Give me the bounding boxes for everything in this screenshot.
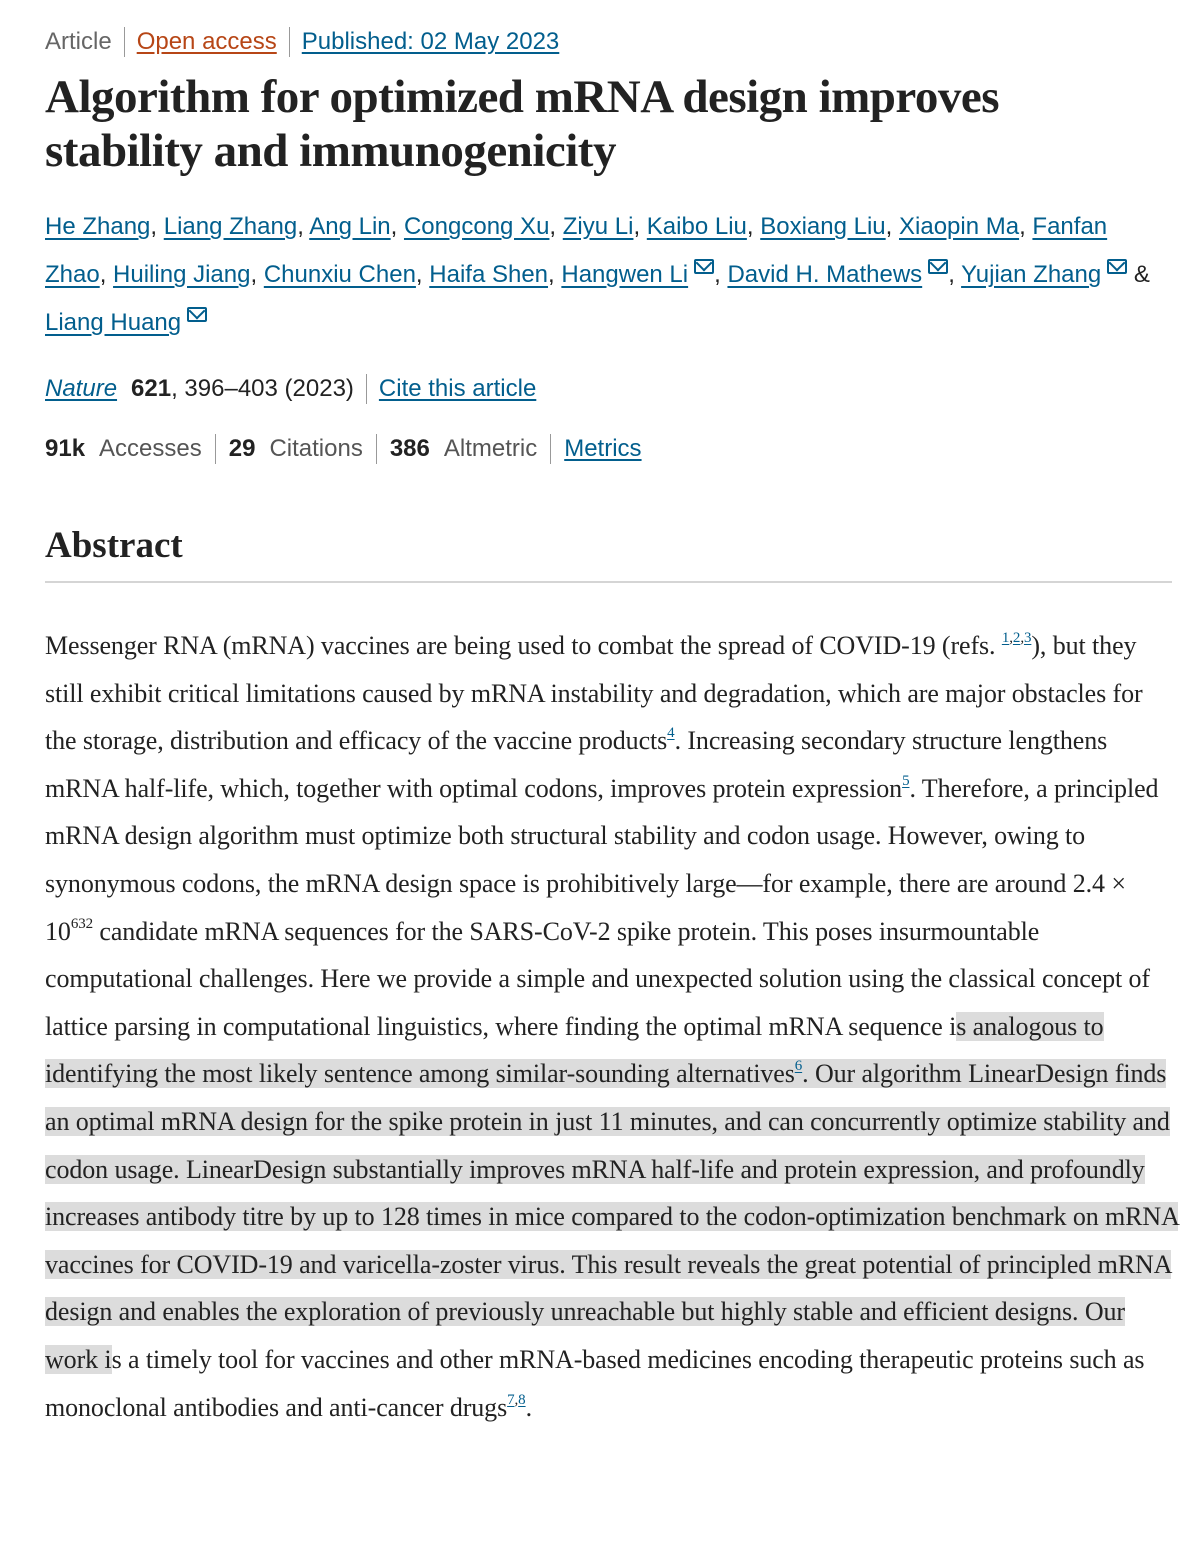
mail-icon[interactable] [1107,259,1127,274]
cite-this-article-link[interactable]: Cite this article [378,375,537,402]
divider [289,27,290,57]
reference-group: 7,8 [507,1391,526,1408]
abstract-text-segment: candidate mRNA sequences for the SARS-CoV-2 spike protein. This poses insurmountable computational challenges. Here we provide a simple and unexpected solution using the classical concept of lattice parsing in computational linguistics, where finding the optimal mRNA sequence i [45,916,1150,1041]
author-link[interactable]: Chunxiu Chen [263,261,416,288]
divider [550,434,551,464]
exponent: 632 [70,915,94,932]
pages-year: , 396–403 (2023) [171,375,354,402]
article-meta-row [45,26,559,58]
author-link[interactable]: Kaibo Liu [646,213,747,240]
author-link[interactable]: Boxiang Liu [760,213,886,240]
author-link[interactable]: Ang Lin [309,213,391,240]
metrics-link[interactable]: Metrics [564,435,642,462]
reference-group [667,725,674,741]
author-link[interactable]: David H. Mathews [727,261,923,288]
abstract-text-segment: Messenger RNA (mRNA) vaccines are being used to combat the spread of COVID-19 (refs. [45,631,1002,660]
mail-icon[interactable] [694,259,714,274]
journal-link[interactable]: Nature [45,375,118,402]
abstract-text-segment: . Our algorithm LinearDesign finds an optimal mRNA design for the spike protein in just 11 minutes, and can concurrently optimize stability and codon usage. LinearDesign substantially improves mRNA half-life and protein expression, and profoundly increases antibody titre by up to 128 times in mice compared to the codon-optimization benchmark on mRNA vaccines for COVID-19 and varicella-zoster virus. This result reveals the great potential of principled mRNA design and enables the exploration of previously unreachable but highly stable and efficient designs. Our work i [45,1059,1179,1374]
article-type-label: Article [45,28,112,55]
author-link[interactable]: Congcong Xu [403,213,550,240]
citations-label: Citations [269,435,363,462]
author-link[interactable]: Xiaopin Ma [899,213,1020,240]
accesses-label: Accesses [99,435,202,462]
highlighted-selection [45,1012,1178,1374]
abstract-heading: Abstract [45,525,183,566]
author-link[interactable]: Ziyu Li [562,213,634,240]
author-link[interactable]: He Zhang [45,213,151,240]
accesses-count: 91k [45,435,86,462]
reference-link-1[interactable]: 1 [1001,630,1010,646]
reference-link-8[interactable]: 8 [518,1391,526,1408]
metrics-row [45,433,642,465]
reference-link-3[interactable]: 3 [1023,630,1032,646]
abstract-text-segment: ), but they still exhibit critical limitations caused by mRNA instability and degradation, which are major obstacles for the storage, distribution and efficacy of the vaccine products [45,631,1143,756]
mail-icon[interactable] [187,307,207,322]
reference-link-2[interactable]: 2 [1012,630,1021,646]
reference-link-4[interactable]: 4 [667,725,675,742]
abstract-text-segment: . [525,1392,532,1422]
published-date-link[interactable]: Published: 02 May 2023 [301,28,560,55]
author-link[interactable]: Liang Huang [45,309,182,336]
citation-row [45,373,536,405]
author-link[interactable]: Fanfan Zhao [45,213,1108,288]
author-link[interactable]: Huiling Jiang [113,261,251,288]
altmetric-label: Altmetric [443,435,538,462]
divider [215,434,216,464]
mail-icon[interactable] [928,259,948,274]
author-list: He Zhang, Liang Zhang, Ang Lin, Congcong Xu, Ziyu Li, Kaibo Liu, Boxiang Liu, Xiaopin Ma, Fanfan Zhao, Huiling Jiang, Chunxiu Chen, Haifa Shen, Hangwen Li , David H. Mathews , Yujian Zhang & Liang Huang [45,213,1150,336]
reference-group: 1,2,3 [1001,630,1032,646]
author-link[interactable]: Yujian Zhang [961,261,1102,288]
divider [366,374,367,404]
divider [124,27,125,57]
reference-link-5[interactable]: 5 [902,772,910,789]
abstract-text-segment: s analogous to identifying the most likely sentence among similar-sounding alternatives [45,1011,1104,1089]
author-link[interactable]: Haifa Shen [429,261,549,288]
section-divider [45,581,1172,583]
citations-count: 29 [228,435,256,462]
abstract-text [45,622,1180,1431]
reference-link-6[interactable]: 6 [794,1058,803,1075]
author-link[interactable]: Hangwen Li [561,261,689,288]
author-link[interactable]: Liang Zhang [163,213,298,240]
abstract-text-segment: s a timely tool for vaccines and other mRNA-based medicines encoding therapeutic proteins such as monoclonal antibodies and anti-cancer drugs [45,1344,1145,1422]
volume-number: 621 [131,375,172,402]
article-title: Algorithm for optimized mRNA design improves stability and immunogenicity [45,71,1000,177]
reference-link-7[interactable]: 7 [507,1391,515,1408]
abstract-text-segment: . Therefore, a principled mRNA design algorithm must optimize both structural stability and codon usage. However, owing to synonymous codons, the mRNA design space is prohibitively large—for example, there are around 2.4 × 10 [45,773,1159,946]
open-access-link[interactable]: Open access [136,28,277,55]
altmetric-count: 386 [389,435,430,462]
divider [376,434,377,464]
abstract-text-segment: . Increasing secondary structure lengthens mRNA half-life, which, together with optimal codons, improves protein expression [45,726,1108,803]
